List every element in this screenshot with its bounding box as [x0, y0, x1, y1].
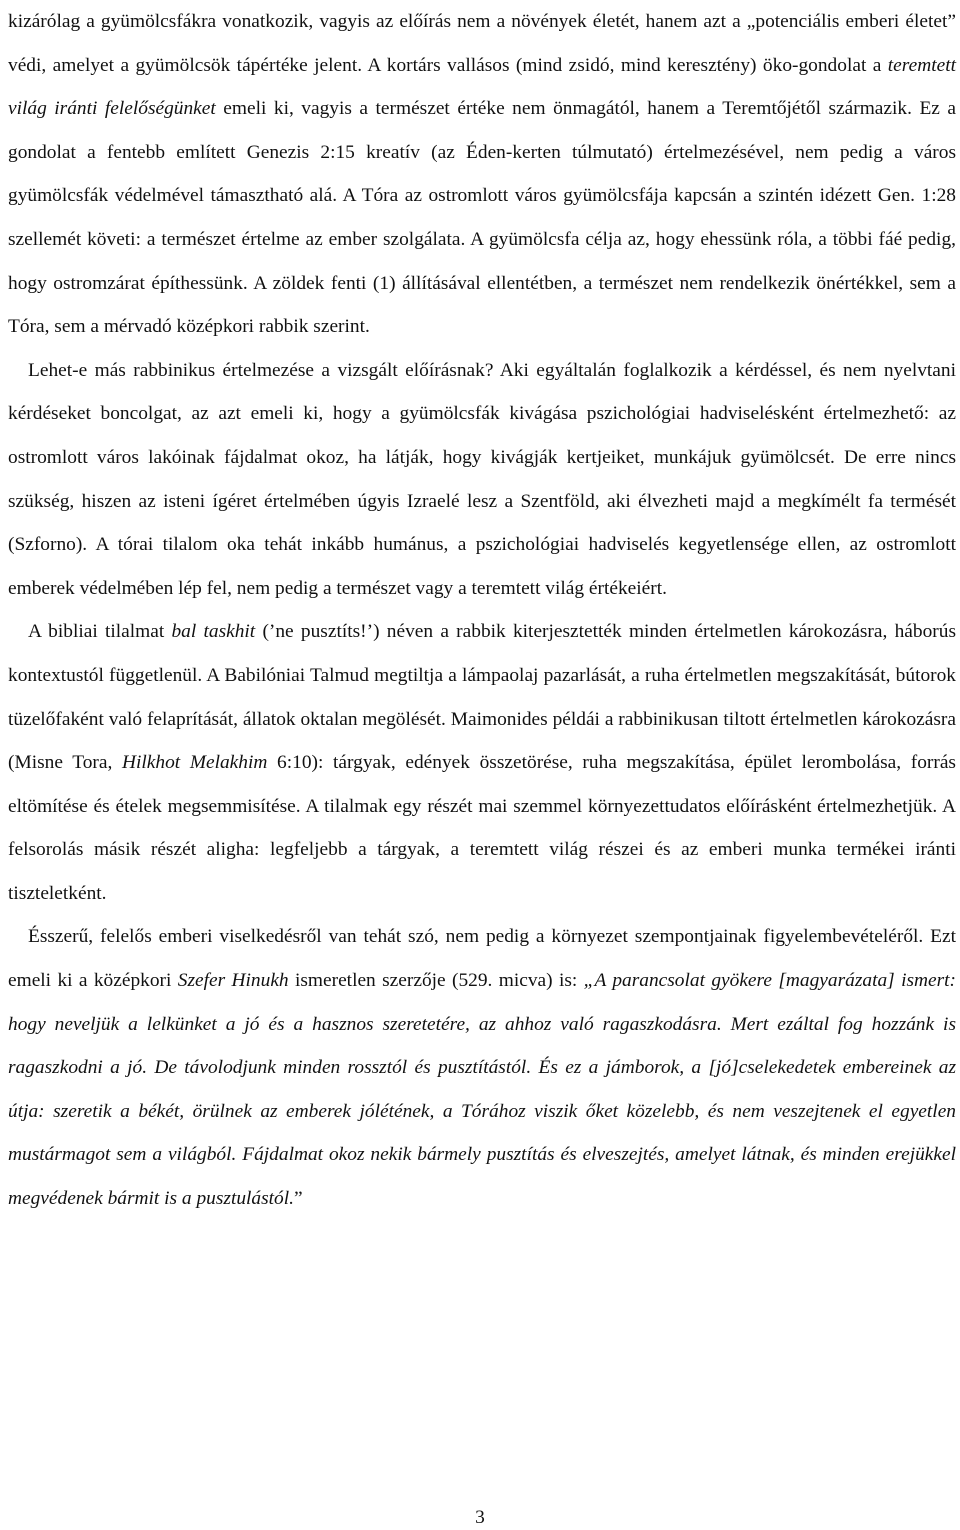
text-run: A bibliai tilalmat: [28, 621, 172, 643]
body-text: [8, 0, 956, 1221]
italic-phrase: teremtett világ iránti felelőségünket: [8, 54, 956, 120]
text-run: Ésszerű, felelős emberi viselkedésről van tehát szó, nem pedig a környezet szempontjainak figyelembevételéről. Ezt emeli ki a középkori: [8, 926, 956, 992]
italic-quote: „A parancsolat gyökere [magyarázata] ismert: hogy neveljük a lelkünket a jó és a hasznos szeretetére, az ahhoz való ragaszkodásra. Mert ezáltal fog hozzánk is ragaszkodni a jó. De távolodjunk minden rossztól és pusztítástól. És ez a jámborok, a [jó]cselekedetek embereinek az útja: szeretik a békét, örülnek az emberek jólétének, a Tórához viszik őket közelebb, és nem veszejtenek el egyetlen mustármagot sem a világból. Fájdalmat okoz nekik bármely pusztítás és elveszejtés, amelyet látnak, és minden erejükkel megvédenek bármit is a pusztulástól.: [8, 970, 956, 1210]
paragraph: [8, 915, 956, 1220]
page-number: 3: [475, 1507, 485, 1528]
paragraph: [8, 349, 956, 611]
italic-phrase: bal taskhit: [171, 621, 256, 643]
paragraph: [8, 0, 956, 349]
text-run: ismeretlen szerzője (529. micva) is:: [288, 970, 584, 992]
italic-phrase: Szefer Hinukh: [177, 970, 289, 992]
text-run: kizárólag a gyümölcsfákra vonatkozik, vagyis az előírás nem a növények életét, hanem azt a „potenciális emberi életet” védi, amelyet a gyümölcsök tápértéke jelent. A kortárs vallásos (mind zsidó, mind keresztény) öko-gondolat a: [8, 11, 956, 76]
text-run: Lehet-e más rabbinikus értelmezése a vizsgált előírásnak? Aki egyáltalán foglalkozik a kérdéssel, és nem nyelvtani kérdéseket boncolgat, az azt emeli ki, hogy a gyümölcsfák kivágása pszichológiai hadviselésként értelmezhető: az ostromlott város lakóinak fájdalmat okoz, ha látják, hogy kivágják kertjeiket, munkájuk gyümölcsét. De erre nincs szükség, hiszen az isteni ígéret értelmében úgyis Izraelé lesz a Szentföld, aki élvezheti majd a megkímélt fa termését (Szforno). A tórai tilalom oka tehát inkább humánus, a pszichológiai hadviselés kegyetlensége ellen, az ostromlott emberek védelmében lép fel, nem pedig a természet vagy a teremtett világ értékeiért.: [8, 359, 956, 599]
paragraph: [8, 610, 956, 915]
text-run: (’ne pusztíts!’) néven a rabbik kiterjesztették minden értelmetlen károkozásra, háborús kontextustól függetlenül. A Babilóniai Talmud megtiltja a lámpaolaj pazarlását, a ruha értelmetlen megszakítását, bútorok tüzelőfaként való felaprítását, állatok oktalan megölését. Maimonides példái a rabbinikusan tiltott értelmetlen károkozásra (Misne Tora,: [8, 621, 956, 774]
text-run: 6:10): tárgyak, edények összetörése, ruha megszakítása, épület lerombolása, forrás eltömítése és ételek megsemmisítése. A tilalmak egy részét mai szemmel környezettudatos előírásként értelmezhetjük. A felsorolás másik részét aligha: legfeljebb a tárgyak, a teremtett világ részei és az emberi munka termékei iránti tiszteletként.: [8, 752, 956, 904]
italic-phrase: Hilkhot Melakhim: [122, 752, 268, 774]
text-run: ”: [293, 1188, 303, 1210]
text-run: emeli ki, vagyis a természet értéke nem önmagától, hanem a Teremtőjétől származik. Ez a gondolat a fentebb említett Genezis 2:15 kreatív (az Éden-kerten túlmutató) értelmezésével, nem pedig a város gyümölcsfák védelmével támasztható alá. A Tóra az ostromlott város gyümölcsfája kapcsán a szintén idézett Gen. 1:28 szellemét követi: a természet értelme az ember szolgálata. A gyümölcsfa célja az, hogy ehessünk róla, a többi fáé pedig, hogy ostromzárat építhessünk. A zöldek fenti (1) állításával ellentétben, a természet nem rendelkezik önértékkel, sem a Tóra, sem a mérvadó középkori rabbik szerint.: [8, 98, 957, 338]
